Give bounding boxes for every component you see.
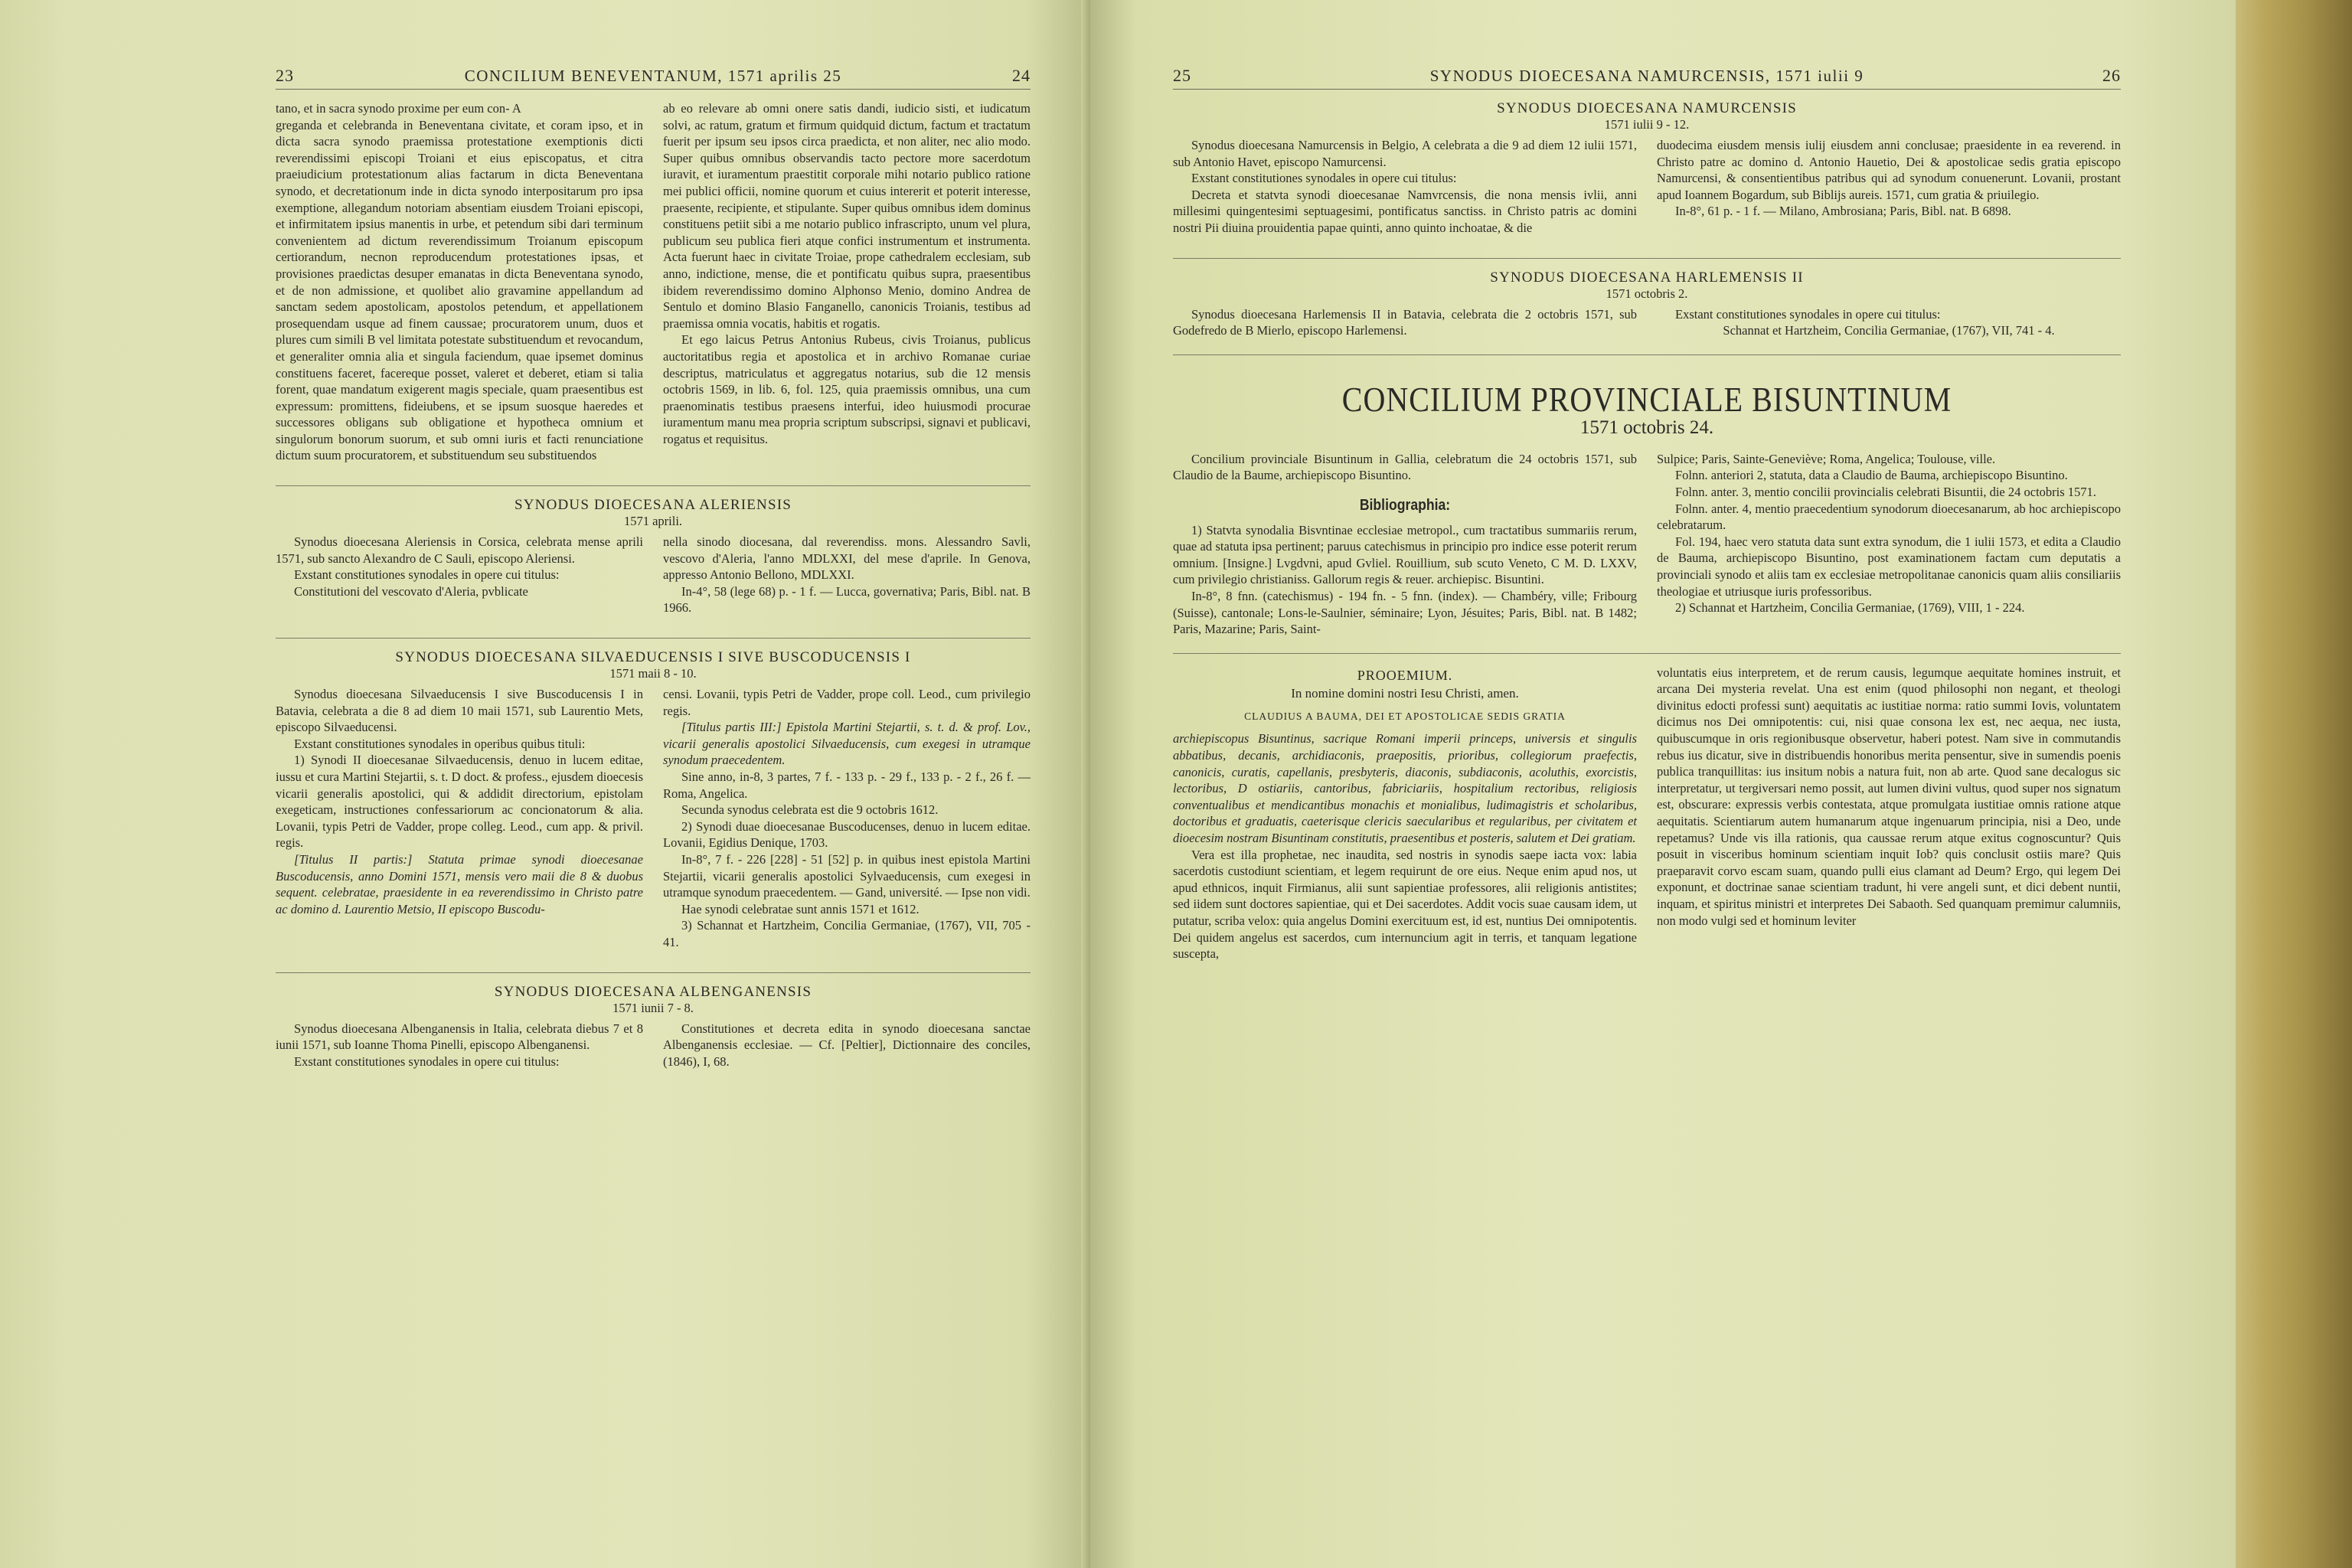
- paragraph: 1) Synodi II dioecesanae Silvaeducensis, denuo in lucem editae, iussu et cura Martini Stejartii, s. t. D doct. & profess., ejusdem dioecesis vicarii generalis apostolici, qui & addidit directorium, epistolam exegeticam, instructiones confessariorum ac concionatorum & alia. Lovanii, typis Petri de Vadder, prope colleg. Leod., cum app. & privil. regis.: [276, 753, 643, 851]
- paragraph: Synodus dioecesana Harlemensis II in Batavia, celebrata die 2 octobris 1571, sub Godefredo de B Mierlo, episcopo Harlemensi.: [1173, 306, 1637, 338]
- paragraph: greganda et celebranda in Beneventana civitate, et coram ipso, et in dicta sacra synodo praemissa protestatione exemptionis dicti reverendissimi episcopi Troiani et eius episcopatus, et citra praeiudicium protestationum alias factarum in dicta Beneventana synodo, et decretationum inde in dicta synodo interpositarum pro ipsa exemptione, allegandum notoriam absentiam eiusdem Troiani episcopi, et infirmitatem ipsius manentis in urbe, et petendum sibi dari terminum convenientem ad dictum reverendissimum Troianum episcopum certiorandum, necnon reproducendum protestationes ipsas, et provisiones praedictas desuper emanatas in dicta Beneventana synodo, et de non admissione, et quolibet alio gravamine appellandum ad sanctam sedem apostolicam, apostolos petendum, et appellationem prosequendam usque ad finem caussae; procuratorem unum, duos et plures cum simili B vel limitata potestate substituendum et revocandum, et generaliter omnia alia et singula faciendum, quae ipsemet dominus constituens faceret, facereque posset, valeret et deberet, etiam si talia forent, quae mandatum exigerent magis speciale, quam praesentibus est expressum: promittens, fideiubens, et se ipsum suosque haeredes et successores obligans sub obligatione et hypotheca omnium et singulorum bonorum suorum, et sub omni iuris et facti renunciatione dictum suum procuratorem, et substituendum seu substituendos: [276, 117, 643, 463]
- paragraph: Synodus dioecesana Namurcensis in Belgio, A celebrata a die 9 ad diem 12 iulii 1571, sub Antonio Havet, episcopo Namurcensi.: [1173, 138, 1637, 169]
- section-divider: [1173, 354, 2121, 355]
- section-title: SYNODUS DIOECESANA ALERIENSIS: [514, 497, 792, 514]
- page-number-25: 25: [1173, 66, 1191, 85]
- running-title: SYNODUS DIOECESANA NAMURCENSIS, 1571 iulii 9: [1429, 67, 1864, 85]
- right-page-header: [1173, 66, 2121, 90]
- text-column-right: [663, 534, 1031, 616]
- text-column-left: [1173, 451, 1637, 638]
- section-namurcensis: [1173, 100, 2121, 237]
- text-column-right: [1657, 665, 2121, 962]
- paragraph: Exstant constitutiones synodales in opere cui titulus:: [1191, 171, 1457, 186]
- section-title: SYNODUS DIOECESANA SILVAEDUCENSIS I SIVE BUSCODUCENSIS I: [395, 649, 911, 666]
- paragraph: Exstant constitutiones synodales in opere cui titulus:: [1675, 306, 1941, 322]
- section-proemium: [1173, 665, 2121, 962]
- paragraph: Synodus dioecesana Silvaeducensis I sive Buscoducensis I in Batavia, celebrata a die 8 ad diem 10 maii 1571, sub Laurentio Mets, episcopo Silvaeducensi.: [276, 687, 643, 735]
- text-column-right: [1657, 451, 2121, 638]
- paragraph: Constitutiones et decreta edita in synodo dioecesana sanctae Albenganensis ecclesiae. — Cf. [Peltier], Dictionnaire des conciles, (1846), I, 68.: [663, 1021, 1031, 1069]
- section-date: 1571 iunii 7 - 8.: [612, 1000, 694, 1015]
- paragraph: duodecima eiusdem mensis iulij eiusdem anni conclusae; praesidente in ea reverend. in Christo patre ac domino d. Antonio Hauetio, Dei & apostolicae sedis gratia episcopo Namurcensi, & consentientibus patribus qui ad synodum conuenerunt. Lovanii, prostant apud Ioannem Bogardum, sub Biblijs aureis. 1571, cum gratia & priuilegio.: [1657, 138, 2121, 202]
- text-column-right: [663, 1021, 1031, 1070]
- paragraph: Secunda synodus celebrata est die 9 octobris 1612.: [681, 802, 939, 818]
- paragraph: ab eo relevare ab omni onere satis dandi, iudicio sisti, et iudicatum solvi, ac ratum, gratum et firmum quidquid dictum, factum et tractatum fuerit per ipsum seu ipsos circa praedicta, et non aliter, nec alio modo. Super quibus omnibus observandis tacto pectore more sacerdotum iuravit, et iuramentum praestitit corporale mihi notario publico ratione mei publici officii, nomine quorum et cuius intererit et poterit interesse, praesente, recipiente, et stipulante. Super quibus omnibus idem dominus constituens petiit sibi a me notario publico infrascripto, unum vel plura, publicum seu publica fieri atque confici instrumentum et instrumenta. Acta fuerunt haec in civitate Troiae, prope cathedralem ecclesiam, sub anno, indictione, mense, die et pontificatu quibus supra, praesentibus ibidem reverendissimo domino Alphonso Menio, domino Andrea de Sentulo et domino Blasio Fanganello, canonicis Troianis, testibus ad praemissa omnia vocatis, habitis et rogatis.: [663, 101, 1031, 331]
- paragraph: Hae synodi celebratae sunt annis 1571 et 1612.: [681, 901, 920, 916]
- paragraph: Folnn. anter. 4, mentio praecedentium synodorum dioecesanarum, ab hoc archiepiscopo celebratarum.: [1657, 501, 2121, 533]
- bibliography-heading: Bibliographia:: [1359, 496, 1451, 514]
- paragraph: archiepiscopus Bisuntinus, sacrique Romani imperii princeps, universis et singulis abbatibus, decanis, archidiaconis, praepositis, prioribus, collegiorum praefectis, canonicis, curatis, capellanis, presbyteris, diaconis, subdiaconis, acoluthis, exorcistis, lectoribus, D ostiariis, cantoribus, fabriciariis, hospitalium rectoribus, religiosis conventualibus et mendicantibus monachis et monialibus, ludimagistris et scholaribus, doctoribus et graduatis, caeterisque clericis saecularibus et regularibus, per civitatem et dioecesim nostram Bisuntinam constitutis, praesentibus et posteris, salutem et Dei gratiam.: [1173, 731, 1637, 846]
- section-title: SYNODUS DIOECESANA NAMURCENSIS: [1497, 100, 1797, 116]
- text-column-right: [663, 686, 1031, 951]
- paragraph: Sine anno, in-8, 3 partes, 7 f. - 133 p. - 29 f., 133 p. - 2 f., 26 f. — Roma, Angelica.: [663, 769, 1031, 801]
- text-column-left: [276, 534, 643, 616]
- paragraph: In-4°, 58 (lege 68) p. - 1 f. — Lucca, governativa; Paris, Bibl. nat. B 1966.: [663, 583, 1031, 616]
- paragraph: Synodus dioecesana Albenganensis in Italia, celebrata diebus 7 et 8 iunii 1571, sub Ioanne Thoma Pinelli, episcopo Albenganensi.: [276, 1021, 643, 1053]
- section-date: 1571 octobris 2.: [1606, 286, 1688, 301]
- paragraph: Exstant constitutiones synodales in opere cui titulus:: [294, 567, 560, 583]
- paragraph: 1) Statvta synodalia Bisvntinae ecclesiae metropol., cum tractatibus summariis rerum, quae ad statuta ipsa pertinent; paruus catechismus in principio pro indice esse poterit rerum omnium. [Insigne.] Lvgdvni, apud Gvliel. Rouillium, sub scuto Veneto, C M. D. LXXV, cum privilegio christianiss. Gallorum regis & reuer. archiepisc. Bisuntini.: [1173, 522, 1637, 587]
- section-date: 1571 maii 8 - 10.: [609, 666, 697, 681]
- section-bisuntinum: [1173, 381, 2121, 638]
- text-column-right: [1657, 137, 2121, 237]
- text-column-left: [276, 686, 643, 951]
- paragraph: Synodus dioecesana Aleriensis in Corsica, celebrata mense aprili 1571, sub sancto Alexandro de C Sauli, episcopo Aleriensi.: [276, 534, 643, 566]
- left-page: [0, 0, 1090, 1568]
- paragraph: Schannat et Hartzheim, Concilia Germaniae, (1767), VII, 741 - 4.: [1723, 323, 2055, 338]
- text-column-left: [276, 100, 643, 464]
- section-harlemensis: [1173, 258, 2121, 339]
- text-column-left: [1173, 665, 1637, 962]
- section-date: 1571 iulii 9 - 12.: [1604, 117, 1690, 132]
- paragraph: tano, et in sacra synodo proxime per eum con- A: [276, 101, 521, 116]
- paragraph: censi. Lovanii, typis Petri de Vadder, prope coll. Leod., cum privilegio regis.: [663, 687, 1031, 718]
- paragraph: Exstant constitutiones synodales in operibus quibus tituli:: [294, 736, 586, 751]
- paragraph: Concilium provinciale Bisuntinum in Gallia, celebratum die 24 octobris 1571, sub Claudio de la Baume, archiepiscopo Bisuntino.: [1173, 451, 1637, 483]
- section-silvaeducensis: [276, 638, 1031, 951]
- paragraph: Fol. 194, haec vero statuta data sunt extra synodum, die 1 iulii 1573, et edita a Claudio de Bauma, archiepiscopo Bisuntino, post examinationem factam cum deputatis a provinciali synodo et aliis tam ex ecclesiae metropolitanae canonicis quam aliis consiliariis theologiae et utriusque iuris professoribus.: [1657, 534, 2121, 599]
- concilium-date: 1571 octobris 24.: [1579, 416, 1714, 438]
- running-title: CONCILIUM BENEVENTANUM, 1571 aprilis 25: [464, 67, 842, 85]
- page-number-23: 23: [276, 66, 294, 85]
- top-text-columns: [276, 100, 1031, 464]
- paragraph: In-8°, 8 fnn. (catechismus) - 194 fn. - 5 fnn. (index). — Chambéry, ville; Fribourg (Suisse), cantonale; Lons-le-Saulnier, séminaire; Lyon, Jésuites; Paris, Bibl. nat. B 1482; Paris, Mazarine; Paris, Saint-: [1173, 588, 1637, 637]
- paragraph: 2) Schannat et Hartzheim, Concilia Germaniae, (1769), VIII, 1 - 224.: [1675, 600, 2025, 616]
- paragraph: voluntatis eius interpretem, et de rerum causis, legumque aequitate homines instruit, et arcana Dei mysteria revelat. Una est enim (quod philosophi non negant, et theologi divinitus edocti professi sunt) aequitatis ac iustitiae norma: ratio summi Iovis, voluntatem dicimus nos Dei omnipotentis: cui, nisi quae consona lex est, nec aequa, nec iusta, quibuscumque in oris regionibusque observetur, haberi potest. Nam sive in commutandis rebus ius dicatur, sive in distribuendis honoribus merita pensentur, sive in sumendis poenis publica tranquillitas: ius insitum nobis a natura fuit, non ab arte. Quod sane decalogus sic interpretatur, ut tergiversari nemo possit, aut lumen divini vultus, quod super nos signatum est, obscurare: expressis verbis contestata, atque promulgata iustitiae omnis ratione atque aequitatis. Scientiarum autem humanarum atque ingenuarum principia, nisi a Deo, unde repetamus? Unde vis illa rationis, qua caussae rerum atque exitus cognoscuntur? Quis posuit in visceribus hominum scientiam inquit Iob? quis conclusit ostiis mare? Quis praeparavit corvo escam suam, quando pulli eius clamant ad Deum? Ergo, qui legem Dei exponunt, et doctrinae sanae scientiam tradunt, hi vere angeli sunt, et dici debent nuntii, inquam, et spiritus ministri et interpretes Dei Sabaoth. Sed quanquam premimur calumniis, non modo vulgi sed et hominum leviter: [1657, 665, 2121, 928]
- proemium-title: PROOEMIUM.: [1357, 667, 1453, 683]
- text-column-right: [663, 100, 1031, 464]
- invocation: In nomine domini nostri Iesu Christi, amen.: [1291, 686, 1519, 701]
- section-aleriensis: [276, 485, 1031, 616]
- paragraph: Decreta et statvta synodi dioecesanae Namvrcensis, die nona mensis ivlii, anni millesimi quingentesimi septuagesimi, pontificatus sanctiss. in Christo patris ac domini nostri Pii diuina prouidentia papae quinti, anno quinto inchoatae, & die: [1173, 187, 1637, 235]
- right-page: [1090, 0, 2236, 1568]
- paragraph: Folnn. anteriori 2, statuta, data a Claudio de Bauma, archiepiscopo Bisuntino.: [1675, 468, 2068, 483]
- left-page-header: [276, 66, 1031, 90]
- paragraph: Constitutioni del vescovato d'Aleria, pvblicate: [294, 583, 528, 599]
- section-title: SYNODUS DIOECESANA ALBENGANENSIS: [494, 983, 812, 1000]
- paragraph: 3) Schannat et Hartzheim, Concilia Germaniae, (1767), VII, 705 - 41.: [663, 918, 1031, 949]
- author-line: CLAUDIUS A BAUMA, DEI ET APOSTOLICAE SEDIS GRATIA: [1244, 710, 1566, 722]
- section-albenganensis: [276, 972, 1031, 1070]
- paragraph: In-8°, 61 p. - 1 f. — Milano, Ambrosiana; Paris, Bibl. nat. B 6898.: [1675, 204, 2011, 219]
- section-divider: [1173, 653, 2121, 654]
- section-title: SYNODUS DIOECESANA HARLEMENSIS II: [1490, 269, 1804, 286]
- paragraph: nella sinodo diocesana, dal reverendiss. mons. Alessandro Savli, vescovo d'Aleria, l'anno MDLXXI, del mese d'aprile. In Genova, appresso Antonio Bellono, MDLXXI.: [663, 534, 1031, 583]
- paragraph: [Titulus II partis:] Statuta primae synodi dioecesanae Buscoducensis, anno Domini 1571, mensis vero maii die 8 & duobus sequent. celebratae, praesidente in ea reverendissimo in Christo patre ac domino d. Laurentio Metsio, II episcopo Buscodu-: [276, 851, 643, 916]
- paragraph: Vera est illa prophetae, nec inaudita, sed nostris in synodis saepe iacta vox: labia sacerdotis custodiunt scientiam, et legem requirunt de ore eius. Neque enim apud nos, ut apud ethnicos, inquit Firmianus, alii sunt sapientiae professores, alii religionis antistites; sed iidem sunt doctores sapientiae, qui et Dei sacerdotes. Addit vocis suae causam idem, ut putatur, scriba velox: quia angelus Domini exercituum est, id est, nuntius Dei omnipotentis. Dei quidem angelus est sacerdos, cum internuncium agit in terris, et tanquam legatione suscepta,: [1173, 847, 1637, 962]
- paragraph: Et ego laicus Petrus Antonius Rubeus, civis Troianus, publicus auctoritatibus regia et apostolica et in archivo Romanae curiae descriptus, matriculatus et aggregatus notarius, sub die 12 mensis octobris 1569, in lib. 6, fol. 125, quia praemissis omnibus, una cum praenominatis testibus praesens interfui, ideo huiusmodi procurae iuramentum manu mea propria scriptum subscripsi, signavi et publicavi, rogatus et requisitus.: [663, 332, 1031, 446]
- paragraph: Exstant constitutiones synodales in opere cui titulus:: [294, 1054, 560, 1069]
- concilium-title: CONCILIUM PROVINCIALE BISUNTINUM: [1341, 379, 1952, 420]
- section-date: 1571 aprili.: [623, 514, 683, 529]
- page-number-26: 26: [2102, 66, 2121, 85]
- text-column-left: [1173, 137, 1637, 237]
- text-column-right: [1657, 306, 2121, 339]
- paragraph: 2) Synodi duae dioecesanae Buscoducenses, denuo in lucem editae. Lovanii, Egidius Denique, 1703.: [663, 818, 1031, 851]
- text-column-left: [1173, 306, 1637, 339]
- page-number-24: 24: [1011, 66, 1031, 85]
- paragraph: Sulpice; Paris, Sainte-Geneviève; Roma, Angelica; Toulouse, ville.: [1657, 451, 1996, 466]
- text-column-left: [276, 1021, 643, 1070]
- book-page-edges: [2236, 0, 2352, 1568]
- paragraph: In-8°, 7 f. - 226 [228] - 51 [52] p. in quibus inest epistola Martini Stejartii, vicarii generalis apostolici Sylvaeducensis, cum exegesi in utramque synodum praecedentem. — Gand, université. — Ipse non vidi.: [663, 851, 1031, 900]
- paragraph: [Titulus partis III:] Epistola Martini Stejartii, s. t. d. & prof. Lov., vicarii generalis apostolici Silvaeducensis, cum exegesi in utramque synodum praecedentem.: [663, 720, 1031, 768]
- paragraph: Folnn. anter. 3, mentio concilii provincialis celebrati Bisuntii, die 24 octobris 1571.: [1675, 484, 2096, 499]
